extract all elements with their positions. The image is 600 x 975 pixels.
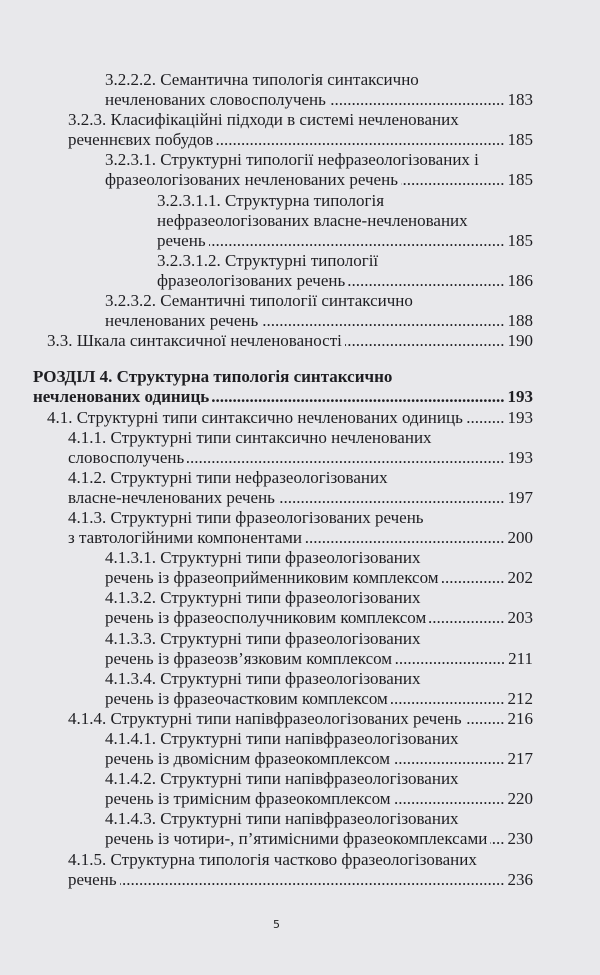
toc-entry-line	[105, 291, 533, 311]
toc-entry-line	[157, 211, 533, 231]
toc-entry	[0, 729, 533, 769]
toc-entry	[0, 110, 533, 150]
toc-entry-line	[157, 191, 533, 211]
toc-entry-line	[105, 689, 533, 709]
dot-leader	[395, 649, 505, 669]
toc-entry-text: речень із тримісним фразеокомплексом	[105, 789, 391, 809]
toc-page-number: 220	[507, 789, 533, 809]
toc-entry	[0, 70, 533, 110]
dot-leader	[187, 448, 504, 468]
toc-entry-line	[157, 271, 533, 291]
toc-entry	[0, 629, 533, 669]
toc-entry-text: фразеологізованих нечленованих речень	[105, 170, 398, 190]
toc-entry-line	[105, 311, 533, 331]
toc-entry-line	[157, 231, 533, 251]
toc-entry-line	[68, 870, 533, 890]
toc-entry-line	[68, 468, 533, 488]
toc-entry-text: 3.2.3.1.2. Структурні типології	[157, 250, 379, 270]
toc-entry-line	[105, 649, 533, 669]
page-number: 5	[273, 918, 280, 931]
toc-entry-line	[68, 130, 533, 150]
toc-entry	[0, 769, 533, 809]
toc-page-number: 183	[507, 90, 533, 110]
toc-entry-line	[105, 568, 533, 588]
toc-entry-line	[47, 331, 533, 351]
toc-entry-text: 4.1.3.1. Структурні типи фразеологізованих	[105, 548, 421, 568]
toc-page-number: 185	[507, 170, 533, 190]
dot-leader	[216, 130, 504, 150]
toc-entry-text: фразеологізованих речень	[157, 270, 346, 290]
toc-page-number: 193	[507, 447, 533, 467]
toc-entry-text: нечленованих словосполучень	[105, 90, 326, 110]
toc-entry	[0, 331, 533, 351]
toc-entry-text: речень із фразеозв’язковим комплексом	[105, 648, 393, 668]
toc-entry-line	[68, 508, 533, 528]
toc-entry-text: з тавтологійними компонентами	[68, 528, 303, 548]
toc-entry-line	[105, 150, 533, 170]
dot-leader	[393, 749, 504, 769]
dot-leader	[305, 528, 504, 548]
toc-page-number: 193	[507, 407, 533, 427]
toc-entry-text: 4.1.2. Структурні типи нефразеологізованих	[68, 467, 388, 487]
toc-entry-line	[105, 809, 533, 829]
toc-page-number: 212	[507, 688, 533, 708]
toc-entry-line	[68, 488, 533, 508]
toc-entry	[0, 669, 533, 709]
toc-page-number: 200	[507, 528, 533, 548]
toc-page-number: 188	[507, 311, 533, 331]
toc-entry	[0, 251, 533, 291]
toc-entry-text: речень із чотири-, п’ятимісними фразеокомплексами	[105, 829, 488, 849]
toc-page-number: 185	[507, 130, 533, 150]
toc-entry-text: власне-нечленованих речень	[68, 487, 275, 507]
toc-entry-text: 4.1.5. Структурна типологія частково фразеологізованих	[68, 849, 477, 869]
toc-entry	[0, 150, 533, 190]
toc-entry-text: 4.1.4.1. Структурні типи напівфразеологізованих	[105, 729, 459, 748]
toc-entry-line	[68, 448, 533, 468]
toc-entry	[0, 709, 533, 729]
toc-entry-line	[105, 629, 533, 649]
toc-page-number: 236	[507, 869, 533, 889]
toc-entry	[0, 367, 533, 407]
toc-entry-text: речень із фразеоприйменниковим комплексом	[105, 568, 439, 588]
toc-entry-text: 4.1.4. Структурні типи напівфразеологізованих речень	[68, 708, 462, 728]
toc-entry-line	[105, 829, 533, 849]
toc-entry-line	[105, 548, 533, 568]
toc-entry-line	[105, 669, 533, 689]
toc-page-number: 203	[507, 608, 533, 628]
toc-entry	[0, 428, 533, 468]
toc-entry-text: речень із двомісним фразеокомплексом	[105, 749, 391, 769]
toc-entry-line	[68, 709, 533, 729]
dot-leader	[209, 231, 505, 251]
toc-page-number: 193	[507, 387, 533, 407]
toc-entry-line	[105, 170, 533, 190]
toc-page-number: 217	[507, 749, 533, 769]
toc-entry-text: нечленованих речень	[105, 311, 259, 331]
toc-entry	[0, 191, 533, 251]
toc-page-number: 186	[507, 270, 533, 290]
toc-entry-line	[68, 850, 533, 870]
toc-entry-text: словосполучень	[68, 447, 185, 467]
toc-entry-text: речень із фразеочастковим комплексом	[105, 688, 388, 708]
toc-entry-text: реченнєвих побудов	[68, 130, 214, 150]
toc-entry	[0, 468, 533, 508]
toc-entry-line	[105, 789, 533, 809]
toc-entry-text: речень	[157, 230, 206, 250]
toc-page-number: 202	[507, 568, 533, 588]
dot-leader	[442, 568, 505, 588]
toc-entry-text: 3.2.3.1. Структурні типології нефразеологізованих і	[105, 150, 479, 170]
toc-page-number: 211	[508, 648, 533, 668]
toc-entry	[0, 850, 533, 890]
toc-entry-text: 4.1.3. Структурні типи фразеологізованих речень	[68, 507, 424, 527]
toc-entry-line	[105, 90, 533, 110]
toc-entry-text: РОЗДІЛ 4. Структурна типологія синтаксично	[33, 367, 393, 387]
toc-entry	[0, 548, 533, 588]
toc-entry-line	[105, 749, 533, 769]
toc-entry-text: 4.1.4.2. Структурні типи напівфразеологізованих	[105, 769, 459, 789]
dot-leader	[401, 170, 505, 190]
toc-page-number: 216	[507, 708, 533, 728]
toc-entry-text: речень	[68, 869, 117, 889]
table-of-contents	[0, 70, 533, 890]
toc-entry	[0, 408, 533, 428]
dot-leader	[348, 271, 504, 291]
dot-leader	[394, 789, 505, 809]
toc-entry-text: 4.1.4.3. Структурні типи напівфразеологізованих	[105, 809, 459, 829]
dot-leader	[329, 90, 505, 110]
toc-entry-line	[105, 769, 533, 789]
toc-entry-line	[68, 528, 533, 548]
toc-entry	[0, 508, 533, 548]
toc-entry-text: 4.1.3.3. Структурні типи фразеологізованих	[105, 628, 421, 648]
toc-entry-text: 4.1.3.4. Структурні типи фразеологізованих	[105, 668, 421, 688]
toc-entry-line	[33, 367, 533, 387]
toc-entry-line	[47, 408, 533, 428]
toc-entry-line	[68, 428, 533, 448]
toc-entry	[0, 588, 533, 628]
dot-leader	[261, 311, 504, 331]
toc-entry-text: 4.1.1. Структурні типи синтаксично нечленованих	[68, 427, 432, 447]
dot-leader	[278, 488, 505, 508]
toc-entry-line	[105, 608, 533, 628]
toc-page-number: 230	[507, 829, 533, 849]
toc-entry-text: 3.3. Шкала синтаксичної нечленованості	[47, 331, 342, 351]
toc-entry	[0, 291, 533, 331]
toc-entry-line	[105, 729, 533, 749]
toc-page-number: 190	[507, 331, 533, 351]
dot-leader	[345, 331, 505, 351]
toc-entry-text: 3.2.2.2. Семантична типологія синтаксично	[105, 70, 419, 89]
dot-leader	[466, 408, 505, 428]
toc-entry-text: 3.2.3. Класифікаційні підходи в системі нечленованих	[68, 110, 459, 130]
toc-entry-text: 3.2.3.2. Семантичні типології синтаксично	[105, 291, 413, 311]
dot-leader	[391, 689, 505, 709]
toc-entry-line	[105, 588, 533, 608]
toc-page-number: 185	[507, 230, 533, 250]
toc-entry-text: 3.2.3.1.1. Структурна типологія	[157, 190, 385, 210]
toc-entry-line	[68, 110, 533, 130]
dot-leader	[120, 870, 505, 890]
toc-entry-text: нечленованих одиниць	[33, 387, 210, 407]
toc-entry-text: нефразеологізованих власне-нечленованих	[157, 210, 468, 230]
dot-leader	[465, 709, 505, 729]
toc-entry-text: 4.1. Структурні типи синтаксично нечленованих одиниць	[47, 407, 463, 427]
toc-entry-line	[33, 387, 533, 407]
dot-leader	[212, 387, 504, 407]
toc-entry-text: 4.1.3.2. Структурні типи фразеологізованих	[105, 588, 421, 608]
toc-entry-line	[157, 251, 533, 271]
toc-entry-line	[105, 70, 533, 90]
toc-entry-text: речень із фразеосполучниковим комплексом	[105, 608, 427, 628]
toc-page-number: 197	[507, 487, 533, 507]
dot-leader	[490, 829, 504, 849]
toc-entry	[0, 809, 533, 849]
dot-leader	[429, 608, 504, 628]
